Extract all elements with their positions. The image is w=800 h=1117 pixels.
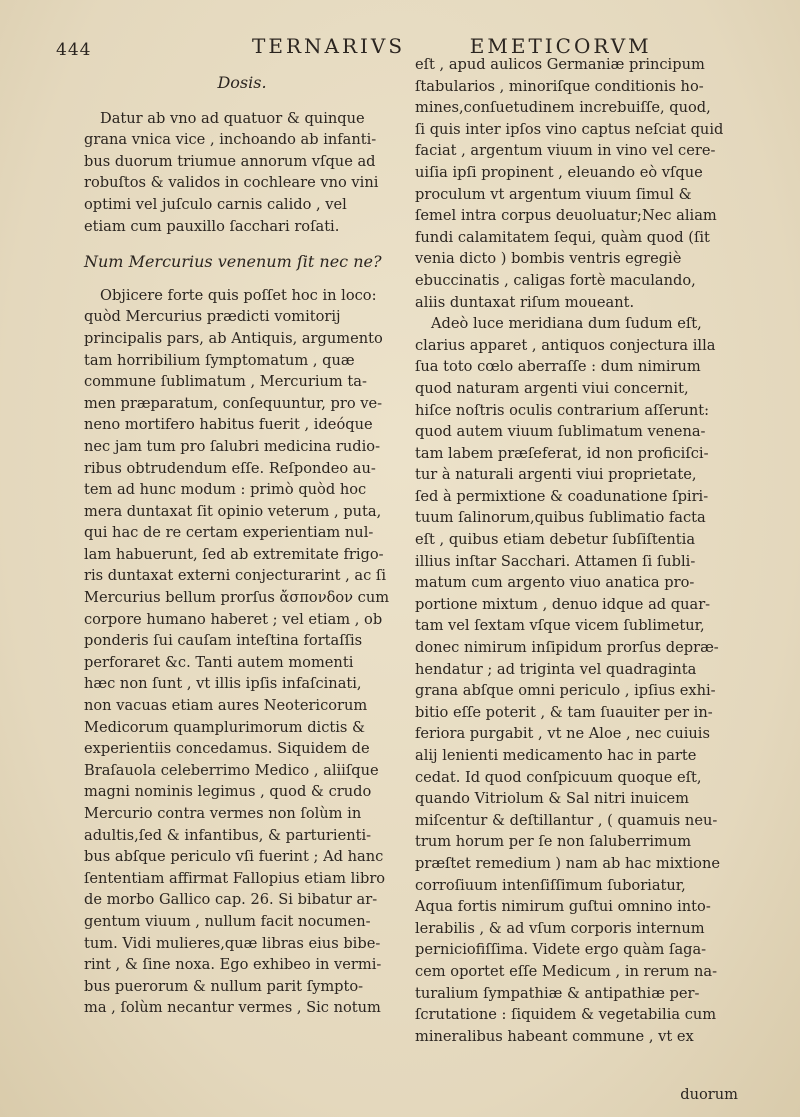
- text-line: Medicorum quamplurimorum dictis &: [84, 718, 366, 736]
- text-line: bus abſque periculo vſi fuerint ; Ad hanc: [84, 848, 384, 866]
- text-line: tuum ſalinorum,quibus ſublimatio facta: [415, 509, 706, 527]
- text-line: experientiis concedamus. Siquidem de: [84, 740, 370, 758]
- text-line: grana abſque omni periculo , ipſius exhi-: [415, 682, 716, 700]
- text-line: cem oportet eſſe Medicum , in rerum na-: [415, 962, 718, 980]
- text-line: faciat , argentum viuum in vino vel cere-: [415, 142, 716, 160]
- text-line: perforaret &c. Tanti autem momenti: [84, 653, 354, 671]
- text-line: ſcrutatione : ſiquidem & vegetabilia cum: [415, 1006, 717, 1024]
- text-line: ſtabularios , minoriſque conditionis ho-: [415, 77, 704, 95]
- text-line: hæc non ſunt , vt illis ipſis infaſcinati,: [84, 675, 362, 693]
- text-line: ſed à permixtione & coadunatione ſpiri-: [415, 487, 709, 505]
- text-line: ſententiam affirmat Fallopius etiam libro: [84, 869, 386, 887]
- text-line: donec nimirum inſipidum prorſus depræ-: [415, 639, 719, 657]
- text-line: eſt , apud aulicos Germaniæ principum: [415, 56, 705, 73]
- text-line: præſtet remedium ) nam ab hac mixtione: [415, 854, 721, 872]
- text-line: ponderis ſui cauſam inteſtina fortaſſis: [84, 632, 363, 650]
- text-line: illius inſtar Sacchari. Attamen ſi ſubli-: [415, 552, 696, 570]
- text-line: eſt , quibus etiam debetur ſubſiſtentia: [415, 531, 696, 549]
- text-line: Braſauola celeberrimo Medico , aliiſque: [84, 761, 379, 779]
- running-title-right: EMETICORVM: [469, 34, 652, 58]
- text-line: portione mixtum , denuo idque ad quar-: [415, 595, 711, 613]
- text-line: hendatur ; ad triginta vel quadraginta: [415, 660, 697, 678]
- text-line: clarius apparet , antiquos conjectura illa: [415, 336, 716, 354]
- catchword: duorum: [680, 1086, 738, 1103]
- text-line: Objicere forte quis poſſet hoc in loco:: [100, 286, 377, 304]
- text-line: tem ad hunc modum : primò quòd hoc: [84, 481, 367, 499]
- heading-dosis: Dosis.: [217, 73, 267, 92]
- text-line: matum cum argento viuo anatica pro-: [415, 574, 695, 592]
- text-line: de morbo Gallico cap. 26. Si bibatur ar-: [84, 891, 378, 909]
- heading-mercurius: Num Mercurius venenum ſit nec ne?: [84, 252, 382, 272]
- text-line: uiſia ipſi propinent , eleuando eò vſque: [415, 163, 703, 181]
- text-line: hiſce noſtris oculis contrarium aſſerunt:: [415, 401, 710, 419]
- text-line: tum. Vidi mulieres,quæ libras eius bibe-: [84, 934, 381, 952]
- text-line: qui hac de re certam experientiam nul-: [84, 524, 374, 542]
- text-line: commune ſublimatum , Mercurium ta-: [84, 373, 367, 391]
- text-line: quod autem viuum ſublimatum venena-: [415, 423, 706, 441]
- left-column: [84, 60, 400, 1019]
- text-line: fundi calamitatem ſequi, quàm quod (ſit: [415, 228, 710, 246]
- text-line: feriora purgabit , vt ne Aloe , nec cuiuis: [415, 725, 710, 743]
- text-line: gentum viuum , nullum facit nocumen-: [84, 912, 371, 930]
- text-line: ſemel intra corpus deuoluatur;Nec aliam: [415, 207, 717, 225]
- text-line: bitio eſſe poterit , & tam ſuauiter per in-: [415, 703, 713, 721]
- text-line: ſi quis inter ipſos vino captus neſciat quid: [415, 120, 724, 138]
- text-line: ebuccinatis , caligas fortè maculando,: [415, 271, 696, 289]
- text-line: ma , ſolùm necantur vermes , Sic notum: [84, 999, 381, 1017]
- text-line: Datur ab vno ad quatuor & quinque: [100, 109, 365, 127]
- text-line: Aqua fortis nimirum guſtui omnino into-: [415, 898, 711, 916]
- text-line: adultis,ſed & infantibus, & parturienti-: [84, 826, 372, 844]
- text-line: non vacuas etiam aures Neotericorum: [84, 697, 368, 715]
- right-column: [415, 54, 737, 1047]
- text-line: ribus obtrudendum eſſe. Reſpondeo au-: [84, 459, 376, 477]
- text-line: neno mortifero habitus fuerit , ideóque: [84, 416, 373, 434]
- text-line: tam labem præſeferat, id non proficiſci-: [415, 444, 709, 462]
- text-line: cedat. Id quod conſpicuum quoque eſt,: [415, 768, 702, 786]
- page-number: 444: [56, 40, 92, 60]
- text-line: bus duorum triumue annorum vſque ad: [84, 152, 376, 170]
- text-line: magni nominis legimus , quod & crudo: [84, 783, 372, 801]
- text-line: miſcentur & deſtillantur , ( quamuis neu-: [415, 811, 718, 829]
- text-line: men præparatum, conſequuntur, pro ve-: [84, 394, 383, 412]
- text-line: Mercurio contra vermes non ſolùm in: [84, 805, 362, 822]
- text-line: lerabilis , & ad vſum corporis internum: [415, 919, 705, 937]
- text-line: nec jam tum pro ſalubri medicina rudio-: [84, 437, 380, 455]
- text-line: tur à naturali argenti viui proprietate,: [415, 466, 697, 484]
- text-line: alij lenienti medicamento hac in parte: [415, 747, 697, 764]
- text-line: robuſtos & validos in cochleare vno vini: [84, 174, 379, 192]
- text-line: rint , & ſine noxa. Ego exhibeo in vermi-: [84, 956, 382, 974]
- text-line: mines,conſuetudinem increbuiſſe, quod,: [415, 99, 711, 117]
- text-line: tam horribilium ſymptomatum , quæ: [84, 351, 355, 369]
- text-line: lam habuerunt, ſed ab extremitate frigo-: [84, 545, 384, 563]
- text-line: corpore humano haberet ; vel etiam , ob: [84, 610, 383, 628]
- right-column-text: [415, 54, 737, 1047]
- text-line: ris duntaxat externi conjecturarint , ac ſi: [84, 567, 387, 585]
- text-line: quòd Mercurius prædicti vomitorij: [84, 308, 341, 326]
- text-line: principalis pars, ab Antiquis, argumento: [84, 329, 383, 347]
- text-line: mineralibus habeant commune , vt ex: [415, 1027, 694, 1045]
- text-line: aliis duntaxat riſum moueant.: [415, 293, 635, 311]
- text-line: Mercurius bellum prorſus ἄσπονδον cum: [84, 589, 390, 607]
- text-line: quod naturam argenti viui concernit,: [415, 379, 689, 397]
- text-line: corroſiuum intenſiſſimum ſuboriatur,: [415, 876, 686, 894]
- running-title-left: TERNARIVS: [252, 34, 406, 58]
- text-line: venia dicto ) bombis ventris egregiè: [415, 250, 682, 268]
- text-line: mera duntaxat ſit opinio veterum , puta,: [84, 502, 382, 520]
- text-line: grana vnica vice , inchoando ab infanti-: [84, 131, 377, 149]
- text-line: etiam cum pauxillo ſacchari roſati.: [84, 217, 340, 235]
- text-line: proculum vt argentum viuum ſimul &: [415, 185, 692, 203]
- text-line: bus puerorum & nullum parit ſympto-: [84, 977, 364, 995]
- text-line: quando Vitriolum & Sal nitri inuicem: [415, 790, 690, 808]
- text-line: Adeò luce meridiana dum ſudum eſt,: [431, 315, 702, 333]
- text-line: ſua toto cœlo aberraſſe : dum nimirum: [415, 358, 701, 376]
- text-line: tam vel ſextam vſque vicem ſublimetur,: [415, 617, 705, 635]
- paragraph-mercurius: [84, 285, 400, 1019]
- text-line: trum horum per ſe non ſaluberrimum: [415, 833, 692, 851]
- text-line: perniciofiſſima. Videte ergo quàm ſaga-: [415, 941, 707, 959]
- text-line: optimi vel juſculo carnis calido , vel: [84, 195, 347, 213]
- text-line: turalium ſympathiæ & antipathiæ per-: [415, 984, 700, 1002]
- paragraph-dosis: [84, 108, 400, 238]
